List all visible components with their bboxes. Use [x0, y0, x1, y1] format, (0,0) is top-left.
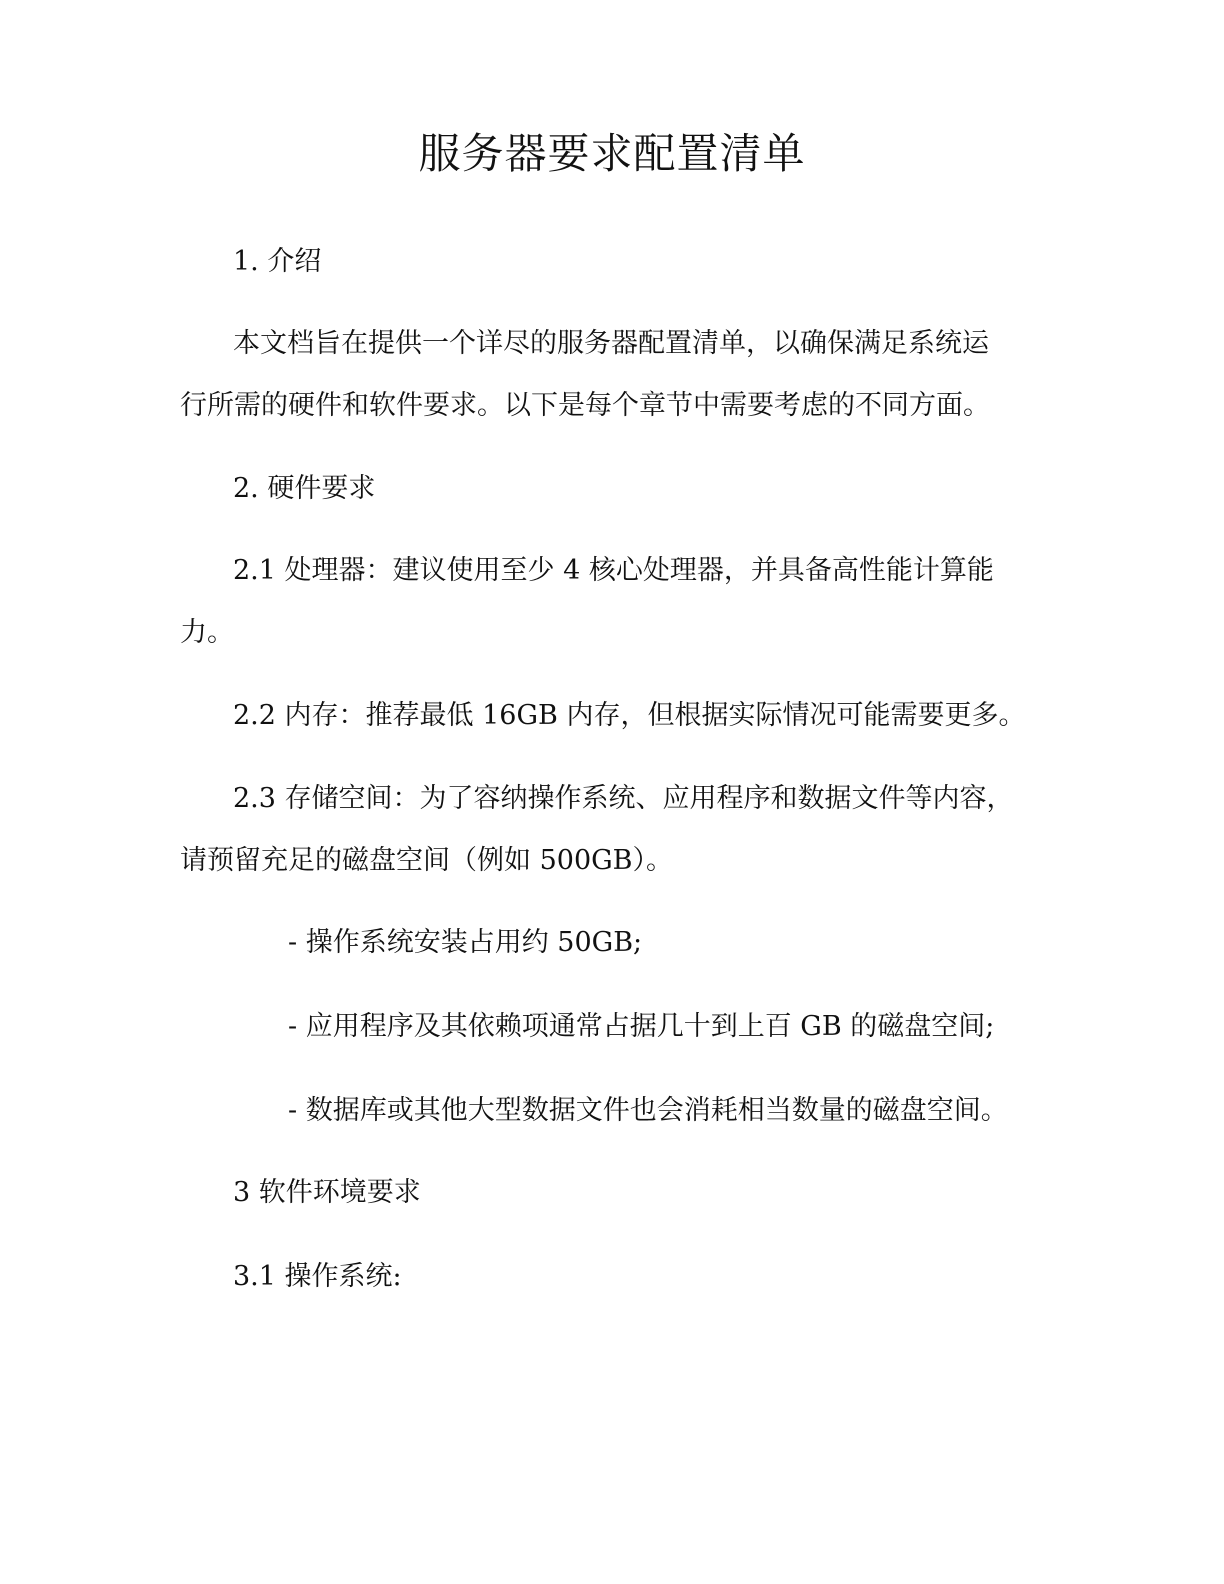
bullet-os-usage: - 操作系统安装占用约 50GB; [288, 927, 643, 958]
section-heading-intro: 1. 介绍 [233, 246, 322, 277]
document-title: 服务器要求配置清单 [418, 129, 806, 178]
item-processor-line-2: 力。 [180, 617, 234, 648]
section-heading-hardware: 2. 硬件要求 [233, 473, 376, 504]
bullet-db-usage: - 数据库或其他大型数据文件也会消耗相当数量的磁盘空间。 [288, 1095, 1008, 1126]
bullet-app-usage: - 应用程序及其依赖项通常占据几十到上百 GB 的磁盘空间; [288, 1011, 995, 1042]
paragraph-intro-line-2: 行所需的硬件和软件要求。以下是每个章节中需要考虑的不同方面。 [180, 390, 990, 421]
item-os: 3.1 操作系统: [233, 1261, 402, 1292]
paragraph-intro-line-1: 本文档旨在提供一个详尽的服务器配置清单，以确保满足系统运 [233, 328, 989, 359]
item-processor-line-1: 2.1 处理器：建议使用至少 4 核心处理器，并具备高性能计算能 [233, 555, 994, 586]
item-memory: 2.2 内存：推荐最低 16GB 内存，但根据实际情况可能需要更多。 [233, 700, 1026, 731]
item-storage-line-1: 2.3 存储空间：为了容纳操作系统、应用程序和数据文件等内容， [233, 783, 1014, 814]
section-heading-software: 3 软件环境要求 [233, 1177, 421, 1208]
item-storage-line-2: 请预留充足的磁盘空间（例如 500GB）。 [180, 845, 674, 876]
